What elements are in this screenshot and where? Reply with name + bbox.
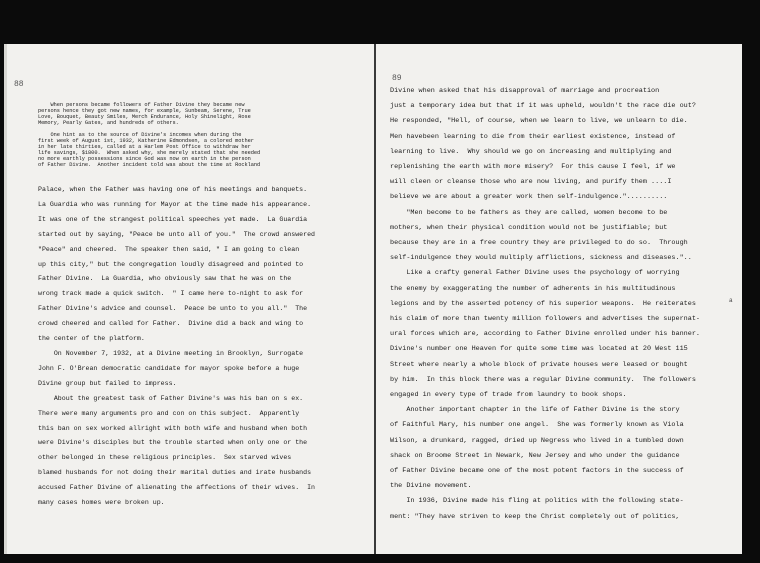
- text-line: He responded, "Hell, of course, when we learn to live, we unlearn to die.: [390, 117, 688, 126]
- text-line: of Father Divine became one of the most potent factors in the success of: [390, 467, 684, 476]
- text-line: legions and by the asserted potency of his superior weapons. He reiterates: [390, 299, 696, 308]
- text-line: shack on Broome Street in Newark, New Jersey and who under the guidance: [390, 451, 680, 460]
- text-line: the enemy by exaggerating the number of adherents in his multitudinous: [390, 284, 676, 293]
- text-line: first week of August 1st, 1932, Katherine Edmondsen, a colored mother: [38, 138, 254, 144]
- text-line: up this city," but the congregation loudly disagreed and pointed to: [38, 260, 304, 268]
- text-line: Memory, Pearly Gates, and hundreds of others.: [38, 120, 179, 126]
- text-line: self-indulgence they would multiply afflictions, sickness and diseases."..: [390, 254, 692, 263]
- text-line: learning to live. Why should we go on increasing and multiplying and: [390, 147, 672, 156]
- text-line: persons hence they got new names, for example, Sunbeam, Serene, True: [38, 108, 251, 114]
- text-line: Father Divine's advice and counsel. Peace be unto to you all." The: [38, 305, 308, 313]
- text-line: started out by saying, "Peace be unto all of you." The crowd answered: [38, 230, 315, 238]
- body-text-block: [390, 84, 735, 525]
- text-line: the Divine movement.: [390, 482, 472, 491]
- scan-edge: [742, 44, 760, 554]
- text-line: engaged in every type of trade from laundry to book shops.: [390, 391, 627, 400]
- text-line: Wilson, a drunkard, ragged, dried up Negress who lived in a tumbled down: [390, 436, 684, 445]
- text-line: life savings, $1800. When asked why, she merely stated that she needed: [38, 150, 261, 156]
- text-line: "Men become to be fathers as they are called, women become to be: [390, 208, 668, 217]
- text-line: in her late thirties, called at a Harlem Post Office to withdraw her: [38, 144, 251, 150]
- text-line: Another important chapter in the life of Father Divine is the story: [390, 406, 680, 415]
- page-number: 88: [14, 80, 24, 89]
- left-page: [4, 44, 374, 554]
- text-line: Father Divine. La Guardia, who obviously saw that he was on the: [38, 275, 292, 283]
- page-number: 89: [392, 74, 402, 83]
- text-line: Like a crafty general Father Divine uses the psychology of worrying: [390, 269, 680, 278]
- text-line: crowd cheered and called for Father. Divine did a back and wing to: [38, 320, 304, 328]
- text-line: Divine when asked that his disapproval of marriage and procreation: [390, 87, 660, 95]
- text-line: Men havebeen learning to die from their earliest existence, instead of: [390, 132, 676, 141]
- text-line: La Guardia who was running for Mayor at the time made his appearance.: [38, 200, 312, 208]
- text-line: replenishing the earth with more misery? For this cause I feel, if we: [390, 163, 676, 172]
- text-line: Divine group but failed to impress.: [38, 379, 177, 387]
- text-line: of Father Divine. Another incident told was about the time at Rockland: [38, 162, 261, 168]
- text-line: mothers, when their physical condition would not be justifiable; but: [390, 223, 668, 232]
- text-line: by him. In this block there was a regular Divine community. The followers: [390, 375, 696, 384]
- text-line: It was one of the strangest political speeches yet made. La Guardia: [38, 215, 308, 223]
- text-line: Love, Bouquet, Beauty Smiles, Merch Endurance, Holy Shinelight, Rose: [38, 114, 251, 120]
- margin-mark: a: [729, 297, 733, 304]
- text-line: There were many arguments pro and con on this subject. Apparently: [38, 409, 300, 417]
- text-line: the center of the platform.: [38, 335, 145, 343]
- text-line: ment: "They have striven to keep the Christ completely out of politics,: [390, 512, 680, 521]
- text-line: Street where nearly a whole block of private houses were leased or bought: [390, 360, 688, 369]
- single-spaced-text-block: [38, 102, 368, 168]
- text-line: wrong track made a quick switch. " I came here to-night to ask for: [38, 290, 304, 298]
- text-line: believe we are about a greater work then self-indulgence."..........: [390, 193, 668, 202]
- text-line: About the greatest task of Father Divine's was his ban on s ex.: [38, 394, 304, 402]
- text-line: because they are in a free country they are privileged to do so. Through: [390, 239, 688, 248]
- text-line: Divine's number one Heaven for quite some time was located at 20 West 115: [390, 345, 688, 354]
- text-line: ural forces which are, according to Father Divine enrolled under his banner.: [390, 330, 700, 339]
- text-line: will cleen or cleanse those who are now living, and purify them ....I: [390, 178, 672, 187]
- text-line: his claim of more than twenty million followers and advertises the supernat-: [390, 315, 700, 324]
- text-line: other belonged in these religious principles. Sex starved wives: [38, 454, 292, 462]
- text-line: One hint as to the source of Divine's incomes when during the: [38, 132, 242, 138]
- text-line: Palace, when the Father was having one of his meetings and banquets.: [38, 186, 308, 193]
- text-line: just a temporary idea but that if it was upheld, wouldn't the race die out?: [390, 102, 696, 111]
- text-line: In 1936, Divine made his fling at politics with the following state-: [390, 497, 684, 506]
- text-line: On November 7, 1932, at a Divine meeting in Brooklyn, Surrogate: [38, 349, 304, 357]
- text-line: blamed husbands for not doing their marital duties and irate husbands: [38, 469, 312, 477]
- text-line: no more earthly possessions since God was now on earth in the person: [38, 156, 251, 162]
- text-line: John F. O'Brean democratic candidate for mayor spoke before a huge: [38, 364, 300, 372]
- text-line: accused Father Divine of alienating the affections of their wives. In: [38, 484, 315, 492]
- text-line: were Divine's disciples but the trouble started when only one or the: [38, 439, 308, 447]
- right-page: [376, 44, 742, 554]
- text-line: this ban on sex worked allright with both wife and husband when both: [38, 424, 308, 432]
- text-line: "Peace" and cheered. The speaker then said, " I am going to clean: [38, 245, 300, 253]
- double-spaced-text-block: [38, 183, 368, 511]
- text-line: When persons became followers of Father Divine they became new: [38, 102, 245, 108]
- text-line: many cases homes were broken up.: [38, 499, 165, 507]
- text-line: of Faithful Mary, his number one angel. She was formerly known as Viola: [390, 421, 684, 430]
